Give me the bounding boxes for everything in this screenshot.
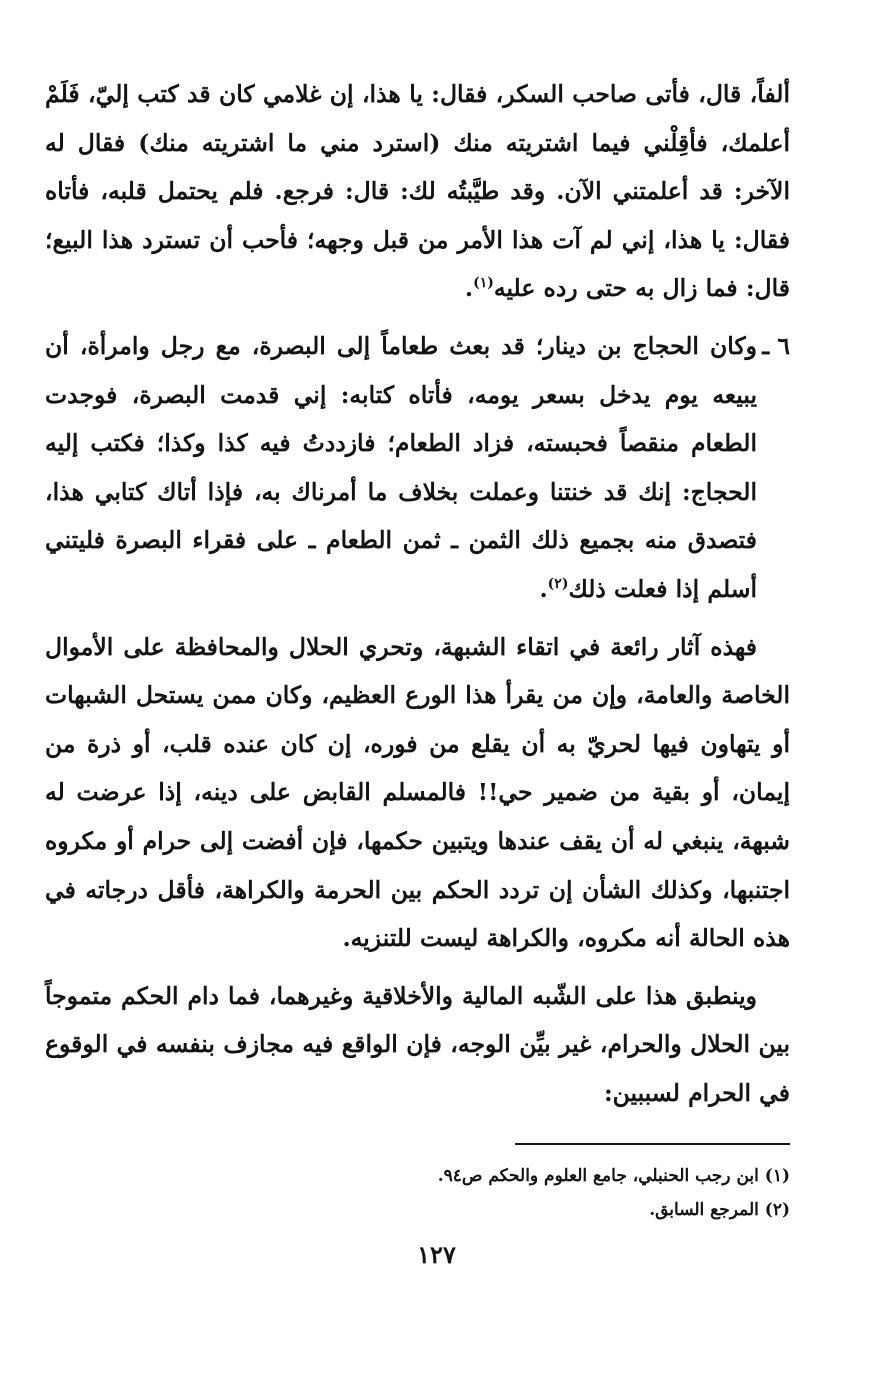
footnotes bbox=[45, 1159, 790, 1227]
paragraph-3: فهذه آثار رائعة في اتقاء الشبهة، وتحري الحلال والمحافظة على الأموال الخاصة والعامة، وإن من يقرأ هذا الورع العظيم، وكان ممن يستحل الشبهات أو يتهاون فيها لحريّ به أن يقلع من فوره، إن كان عنده قلب، أو ذرة من إيمان، أو بقية من ضمير حي!! فالمسلم القابض على دينه، إذا عرضت له شبهة، ينبغي له أن يقف عندها ويتبين حكمها، فإن أفضت إلى حرام أو مكروه اجتنبها، وكذلك الشأن إن تردد الحكم بين الحرمة والكراهة، فأقل درجاته في هذه الحالة أنه مكروه، والكراهة ليست للتنزيه. bbox=[45, 632, 790, 953]
paragraph-2: ٦ ـ وكان الحجاج بن دينار؛ قد بعث طعاماً إلى البصرة، مع رجل وامرأة، أن يبيعه يوم يدخل بسعر يومه، فأتاه كتابه: إني قدمت البصرة، فوجدت الطعام منقصاً فحبسته، فزاد الطعام؛ فازددتُ فيه كذا وكذا؛ فكتب إليه الحجاج: إنك قد خنتنا وعملت بخلاف ما أمرناك به، فإذا أتاك كتابي هذا، فتصدق منه بجميع ذلك الثمن ـ ثمن الطعام ـ على فقراء البصرة فليتني أسلم إذا فعلت ذلك$^{(٢)}$. bbox=[45, 322, 790, 614]
paragraph-2-text: وكان الحجاج بن دينار؛ قد بعث طعاماً إلى البصرة، مع رجل وامرأة، أن يبيعه يوم يدخل بسعر يومه، فأتاه كتابه: إني قدمت البصرة، فوجدت الطعام منقصاً فحبسته، فزاد الطعام؛ فازددتُ فيه كذا وكذا؛ فكتب إليه الحجاج: إنك قد خنتنا وعملت بخلاف ما أمرناك به، فإذا أتاك كتابي هذا، فتصدق منه بجميع ذلك الثمن ـ ثمن الطعام ـ على فقراء البصرة فليتني أسلم إذا فعلت ذلك bbox=[45, 331, 757, 603]
footnote-ref-1: (١) bbox=[473, 275, 494, 292]
paragraph-4: وينطبق هذا على الشّبه المالية والأخلاقية وغيرهما، فما دام الحكم متموجاً بين الحلال والحرام، غير بيِّن الوجه، فإن الواقع فيه مجازف بنفسه في الوقوع في الحرام لسببين: bbox=[45, 981, 790, 1107]
footnote-separator bbox=[515, 1143, 790, 1145]
footnote-1: (١) ابن رجب الحنبلي، جامع العلوم والحكم ص٩٤. bbox=[437, 1166, 790, 1187]
footnote-ref-2: (٢) bbox=[547, 576, 569, 593]
footnote-2: (٢) المرجع السابق. bbox=[649, 1200, 790, 1221]
paragraph-number: ٦ ـ bbox=[762, 331, 790, 360]
paragraph-1-text: ألفاً، قال، فأتى صاحب السكر، فقال: يا هذا، إن غلامي كان قد كتب إليّ، فَلَمْ أعلمك، فأقِلْني فيما اشتريته منك (استرد مني ما اشتريته منك) فقال له الآخر: قد أعلمتني الآن. وقد طيَّبتُه لك: قال: فرجع. فلم يحتمل قلبه، فأتاه فقال: يا هذا، إني لم آت هذا الأمر من قبل وجهه؛ فأحب أن تسترد هذا البيع؛ قال: فما زال به حتى رده عليه bbox=[45, 80, 790, 303]
page-number: ١٢٧ bbox=[417, 1240, 456, 1269]
page-content bbox=[45, 70, 790, 1310]
paragraph-1: ألفاً، قال، فأتى صاحب السكر، فقال: يا هذا، إن غلامي كان قد كتب إليّ، فَلَمْ أعلمك، فأقِلْني فيما اشتريته منك (استرد مني ما اشتريته منك) فقال له الآخر: قد أعلمتني الآن. وقد طيَّبتُه لك: قال: فرجع. فلم يحتمل قلبه، فأتاه فقال: يا هذا، إني لم آت هذا الأمر من قبل وجهه؛ فأحب أن تسترد هذا البيع؛ قال: فما زال به حتى رده عليه$^{(١)}$. bbox=[45, 80, 790, 303]
